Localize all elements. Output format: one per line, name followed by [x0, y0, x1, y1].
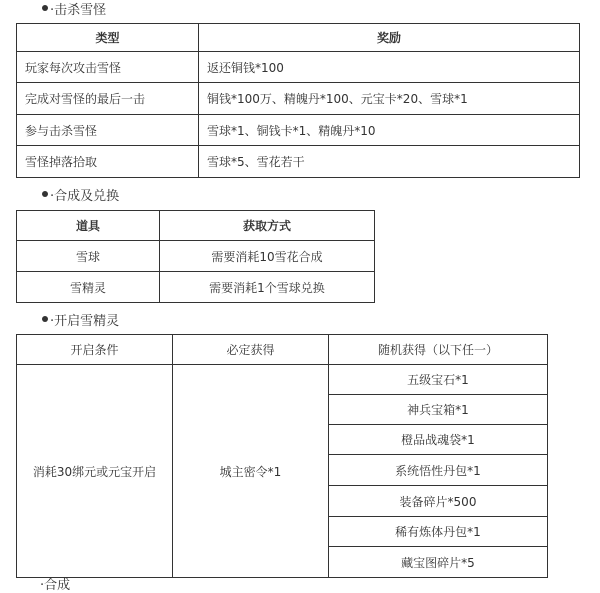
random-reward-cell: 稀有炼体丹包*1 — [329, 517, 548, 547]
table-row — [17, 115, 580, 146]
reward-cell: 雪球*5、雪花若干 — [199, 146, 580, 178]
random-reward-cell: 五级宝石*1 — [329, 365, 548, 395]
section-title-text: ·合成及兑换 — [50, 188, 120, 204]
column-header: 获取方式 — [160, 211, 375, 241]
section-title-kill-yeti — [42, 0, 106, 16]
column-header: 道具 — [17, 211, 160, 241]
table-row — [17, 365, 548, 395]
kill-yeti-table — [16, 23, 580, 178]
method-cell: 需要消耗10雪花合成 — [160, 241, 375, 272]
section-title-text: ·击杀雪怪 — [50, 2, 107, 18]
table-row — [17, 272, 375, 303]
table-header-row — [17, 24, 580, 52]
table-header-row — [17, 211, 375, 241]
condition-cell: 消耗30绑元或元宝开启 — [17, 365, 173, 578]
section-title-craft-exchange — [42, 185, 119, 203]
type-cell: 完成对雪怪的最后一击 — [17, 83, 199, 115]
craft-exchange-table — [16, 210, 375, 303]
type-cell: 参与击杀雪怪 — [17, 115, 199, 146]
column-header: 随机获得（以下任一） — [329, 335, 548, 365]
random-reward-cell: 橙品战魂袋*1 — [329, 425, 548, 455]
item-cell: 雪球 — [17, 241, 160, 272]
random-reward-cell: 系统悟性丹包*1 — [329, 455, 548, 486]
table-header-row — [17, 335, 548, 365]
column-header: 必定获得 — [173, 335, 329, 365]
table-row — [17, 146, 580, 178]
table-row — [17, 83, 580, 115]
guaranteed-cell: 城主密令*1 — [173, 365, 329, 578]
next-section-title-partial — [40, 578, 120, 593]
bullet-icon — [42, 316, 48, 322]
reward-cell: 返还铜钱*100 — [199, 52, 580, 83]
section-title-text: ·开启雪精灵 — [50, 313, 120, 329]
column-header: 开启条件 — [17, 335, 173, 365]
table-row — [17, 241, 375, 272]
method-cell: 需要消耗1个雪球兑换 — [160, 272, 375, 303]
section-title-open-snow-spirit — [42, 310, 119, 328]
table-row — [17, 52, 580, 83]
random-reward-cell: 藏宝图碎片*5 — [329, 547, 548, 578]
reward-cell: 铜钱*100万、精魄丹*100、元宝卡*20、雪球*1 — [199, 83, 580, 115]
item-cell: 雪精灵 — [17, 272, 160, 303]
column-header: 奖励 — [199, 24, 580, 52]
type-cell: 雪怪掉落拾取 — [17, 146, 199, 178]
column-header: 类型 — [17, 24, 199, 52]
type-cell: 玩家每次攻击雪怪 — [17, 52, 199, 83]
bullet-icon — [42, 5, 48, 11]
reward-cell: 雪球*1、铜钱卡*1、精魄丹*10 — [199, 115, 580, 146]
random-reward-cell: 神兵宝箱*1 — [329, 395, 548, 425]
random-reward-cell: 装备碎片*500 — [329, 486, 548, 517]
next-section-title-text: ·合成 — [40, 578, 71, 593]
bullet-icon — [42, 191, 48, 197]
open-snow-spirit-table — [16, 334, 548, 578]
